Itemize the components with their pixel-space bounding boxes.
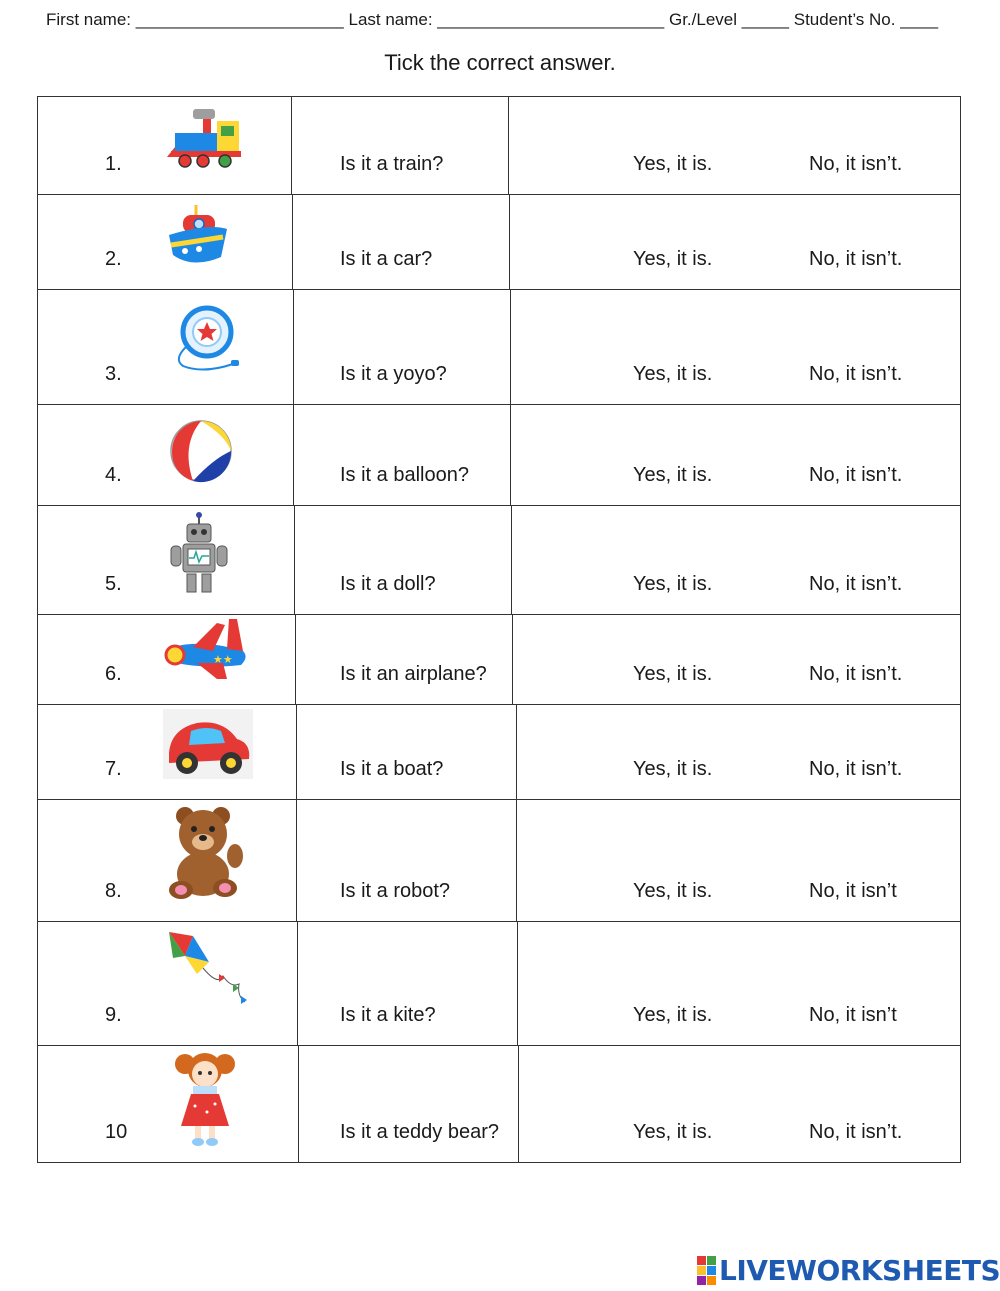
question-number: 4. xyxy=(105,464,122,486)
table-row xyxy=(38,922,960,1046)
question-text: Is it a car? xyxy=(340,248,433,270)
ball-icon xyxy=(163,415,253,490)
question-number: 10 xyxy=(105,1121,128,1143)
question-text: Is it a robot? xyxy=(340,880,451,902)
answer-yes[interactable]: Yes, it is. xyxy=(633,758,713,780)
question-text: Is it a yoyo? xyxy=(340,363,447,385)
student-info-header xyxy=(46,10,938,30)
last-name-field[interactable]: Last name: ________________________ xyxy=(348,10,665,29)
level-field[interactable]: Gr./Level _____ xyxy=(668,10,789,29)
question-number: 2. xyxy=(105,248,122,270)
answer-no[interactable]: No, it isn’t. xyxy=(809,663,903,685)
question-number: 9. xyxy=(105,1004,122,1026)
question-number: 5. xyxy=(105,573,122,595)
question-text: Is it a teddy bear? xyxy=(340,1121,499,1143)
airplane-icon xyxy=(163,617,253,692)
table-row xyxy=(38,800,960,922)
answer-no[interactable]: No, it isn’t. xyxy=(809,758,903,780)
answer-yes[interactable]: Yes, it is. xyxy=(633,663,713,685)
robot-icon xyxy=(163,512,253,602)
boat-icon xyxy=(163,201,253,276)
table-row xyxy=(38,506,960,615)
question-text: Is it a train? xyxy=(340,153,444,175)
question-text: Is it a doll? xyxy=(340,573,436,595)
question-text: Is it a balloon? xyxy=(340,464,469,486)
answer-yes[interactable]: Yes, it is. xyxy=(633,153,713,175)
table-row xyxy=(38,290,960,405)
table-row xyxy=(38,615,960,705)
question-number: 1. xyxy=(105,153,122,175)
answer-no[interactable]: No, it isn’t xyxy=(809,1004,897,1026)
answer-no[interactable]: No, it isn’t xyxy=(809,880,897,902)
instruction-title: Tick the correct answer. xyxy=(384,50,616,75)
answer-no[interactable]: No, it isn’t. xyxy=(809,248,903,270)
table-row xyxy=(38,97,960,195)
answer-no[interactable]: No, it isn’t. xyxy=(809,464,903,486)
answer-yes[interactable]: Yes, it is. xyxy=(633,1121,713,1143)
yoyo-icon xyxy=(163,304,253,379)
question-number: 6. xyxy=(105,663,122,685)
answer-yes[interactable]: Yes, it is. xyxy=(633,464,713,486)
question-text: Is it a boat? xyxy=(340,758,444,780)
answer-no[interactable]: No, it isn’t. xyxy=(809,153,903,175)
answer-yes[interactable]: Yes, it is. xyxy=(633,1004,713,1026)
logo-mark-icon xyxy=(697,1256,716,1285)
table-row xyxy=(38,195,960,290)
table-row xyxy=(38,705,960,800)
question-text: Is it a kite? xyxy=(340,1004,436,1026)
answer-yes[interactable]: Yes, it is. xyxy=(633,248,713,270)
kite-icon xyxy=(163,928,253,1018)
question-number: 7. xyxy=(105,758,122,780)
doll-icon xyxy=(163,1048,253,1153)
question-text: Is it an airplane? xyxy=(340,663,487,685)
question-number: 3. xyxy=(105,363,122,385)
liveworksheets-logo xyxy=(697,1252,1000,1288)
answer-yes[interactable]: Yes, it is. xyxy=(633,573,713,595)
svg-text:★★: ★★ xyxy=(213,654,233,666)
answer-yes[interactable]: Yes, it is. xyxy=(633,880,713,902)
answer-no[interactable]: No, it isn’t. xyxy=(809,1121,903,1143)
first-name-field[interactable]: First name: ______________________ xyxy=(46,10,344,29)
answer-no[interactable]: No, it isn’t. xyxy=(809,573,903,595)
question-number: 8. xyxy=(105,880,122,902)
table-row xyxy=(38,1046,960,1162)
student-number-field[interactable]: Student’s No. ____ xyxy=(793,10,939,29)
car-icon xyxy=(163,709,253,784)
logo-text: LIVEWORKSHEETS xyxy=(719,1253,1000,1287)
table-row xyxy=(38,405,960,506)
answer-no[interactable]: No, it isn’t. xyxy=(809,363,903,385)
train-icon xyxy=(163,103,253,178)
answer-table xyxy=(37,96,961,1163)
teddy-bear-icon xyxy=(163,802,253,902)
answer-yes[interactable]: Yes, it is. xyxy=(633,363,713,385)
